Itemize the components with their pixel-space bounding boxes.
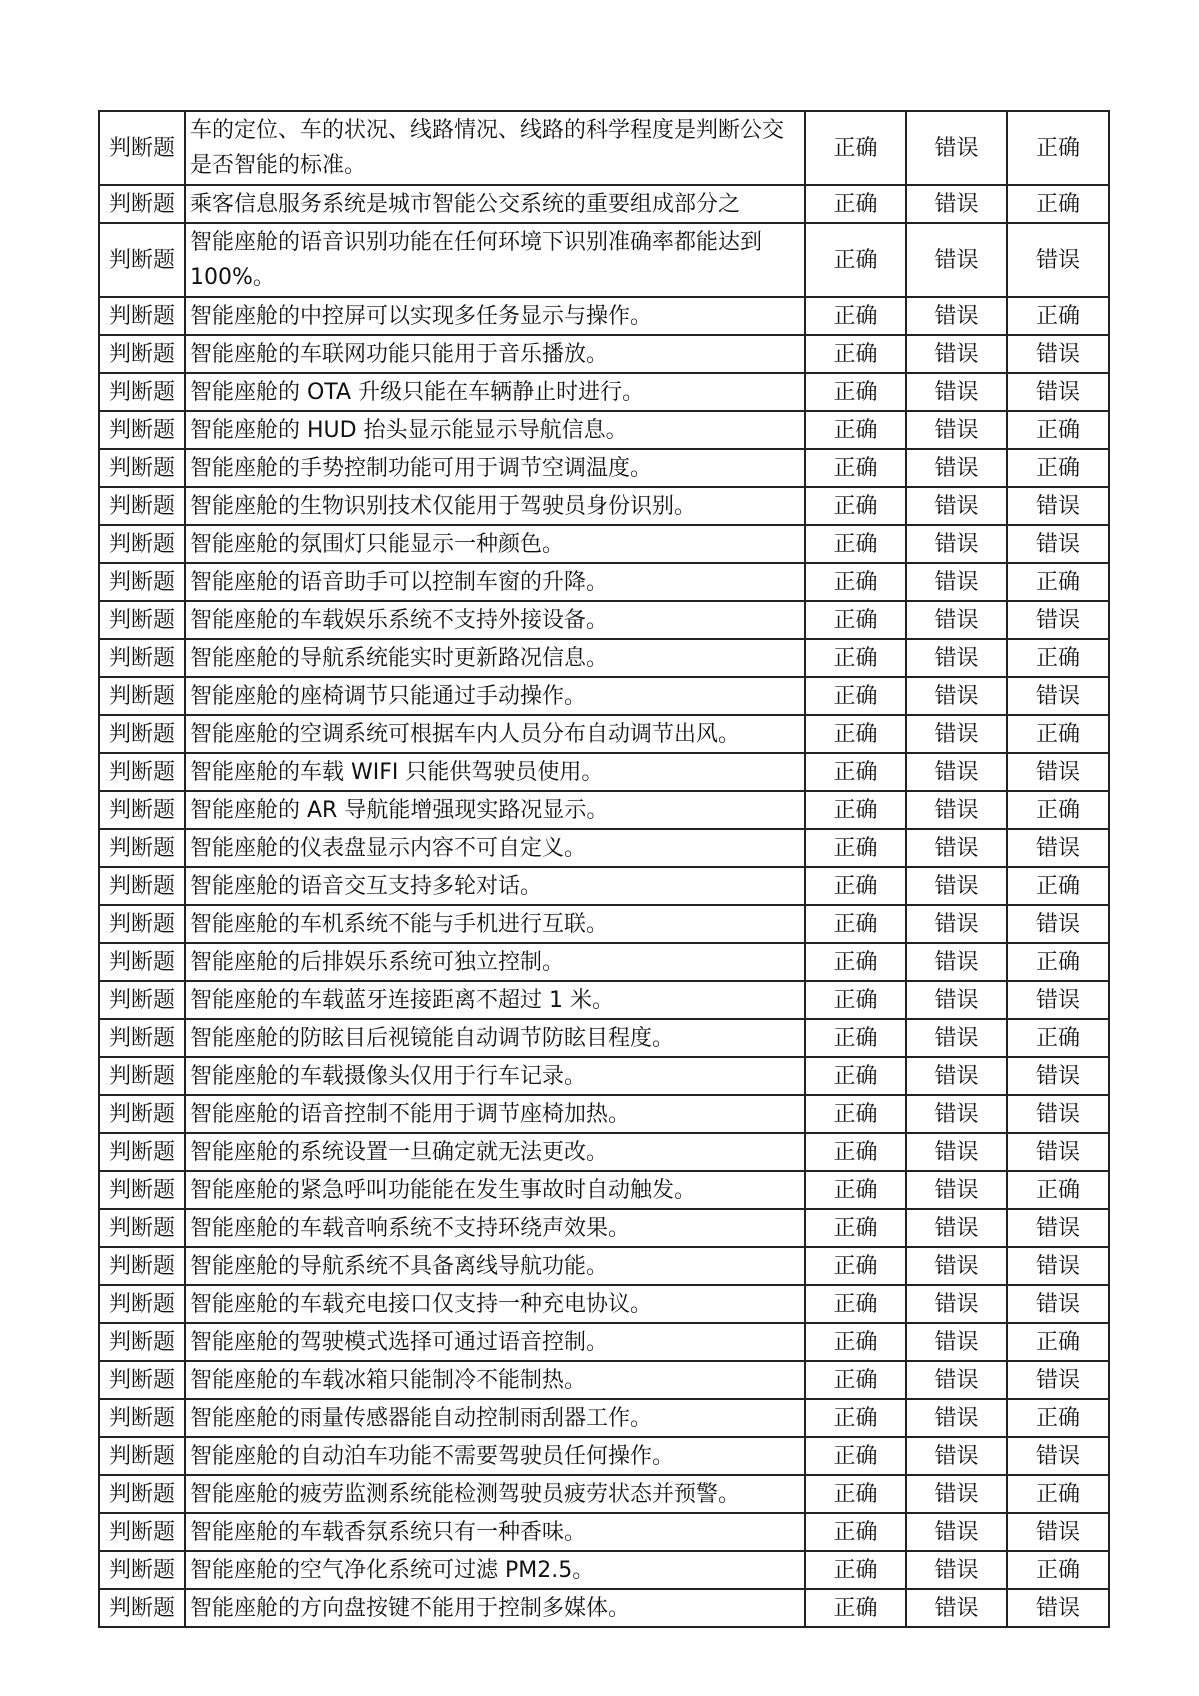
table-row: [99, 449, 1109, 487]
option-correct-cell: 正确: [805, 1437, 906, 1475]
option-correct-cell: 正确: [805, 1475, 906, 1513]
answer-cell: 错误: [1007, 601, 1109, 639]
option-wrong-cell: 错误: [906, 677, 1007, 715]
table-row: [99, 981, 1109, 1019]
answer-cell: 正确: [1007, 1323, 1109, 1361]
table-row: [99, 1019, 1109, 1057]
answer-cell: 错误: [1007, 1285, 1109, 1323]
table-row: [99, 1323, 1109, 1361]
option-correct-cell: 正确: [805, 1095, 906, 1133]
option-correct-cell: 正确: [805, 905, 906, 943]
table-row: [99, 639, 1109, 677]
option-wrong-cell: 错误: [906, 829, 1007, 867]
question-text-cell: 智能座舱的座椅调节只能通过手动操作。: [185, 677, 805, 715]
option-wrong-cell: 错误: [906, 905, 1007, 943]
option-correct-cell: 正确: [805, 1133, 906, 1171]
question-text-cell: 智能座舱的系统设置一旦确定就无法更改。: [185, 1133, 805, 1171]
table-row: [99, 1513, 1109, 1551]
answer-cell: 正确: [1007, 297, 1109, 335]
answer-cell: 正确: [1007, 639, 1109, 677]
question-text-cell: 智能座舱的驾驶模式选择可通过语音控制。: [185, 1323, 805, 1361]
table-row: [99, 411, 1109, 449]
option-correct-cell: 正确: [805, 753, 906, 791]
question-type-cell: 判断题: [99, 185, 185, 223]
question-text-cell: 智能座舱的疲劳监测系统能检测驾驶员疲劳状态并预警。: [185, 1475, 805, 1513]
question-text-cell: 智能座舱的生物识别技术仅能用于驾驶员身份识别。: [185, 487, 805, 525]
table-row: [99, 1057, 1109, 1095]
option-wrong-cell: 错误: [906, 867, 1007, 905]
question-text-cell: 智能座舱的导航系统能实时更新路况信息。: [185, 639, 805, 677]
answer-cell: 错误: [1007, 1057, 1109, 1095]
table-row: [99, 867, 1109, 905]
option-correct-cell: 正确: [805, 1247, 906, 1285]
option-wrong-cell: 错误: [906, 601, 1007, 639]
question-text-cell: 智能座舱的语音助手可以控制车窗的升降。: [185, 563, 805, 601]
question-text-cell: 智能座舱的方向盘按键不能用于控制多媒体。: [185, 1589, 805, 1627]
question-type-cell: 判断题: [99, 1361, 185, 1399]
option-wrong-cell: 错误: [906, 1057, 1007, 1095]
option-correct-cell: 正确: [805, 525, 906, 563]
table-row: [99, 753, 1109, 791]
answer-cell: 错误: [1007, 677, 1109, 715]
answer-cell: 错误: [1007, 1209, 1109, 1247]
option-correct-cell: 正确: [805, 111, 906, 185]
option-wrong-cell: 错误: [906, 1475, 1007, 1513]
question-text-cell: 智能座舱的空气净化系统可过滤 PM2.5。: [185, 1551, 805, 1589]
answer-cell: 正确: [1007, 943, 1109, 981]
option-wrong-cell: 错误: [906, 525, 1007, 563]
question-text-cell: 智能座舱的导航系统不具备离线导航功能。: [185, 1247, 805, 1285]
question-text-cell: 智能座舱的仪表盘显示内容不可自定义。: [185, 829, 805, 867]
question-type-cell: 判断题: [99, 943, 185, 981]
question-type-cell: 判断题: [99, 487, 185, 525]
table-row: [99, 829, 1109, 867]
answer-cell: 正确: [1007, 867, 1109, 905]
question-text-cell: 智能座舱的防眩目后视镜能自动调节防眩目程度。: [185, 1019, 805, 1057]
question-type-cell: 判断题: [99, 715, 185, 753]
table-row: [99, 715, 1109, 753]
option-wrong-cell: 错误: [906, 1399, 1007, 1437]
option-wrong-cell: 错误: [906, 297, 1007, 335]
question-text-cell: 智能座舱的车载蓝牙连接距离不超过 1 米。: [185, 981, 805, 1019]
option-correct-cell: 正确: [805, 563, 906, 601]
question-text-cell: 智能座舱的语音控制不能用于调节座椅加热。: [185, 1095, 805, 1133]
answer-cell: 错误: [1007, 1095, 1109, 1133]
question-text-cell: 车的定位、车的状况、线路情况、线路的科学程度是判断公交是否智能的标准。: [185, 111, 805, 185]
question-text-cell: 智能座舱的车载香氛系统只有一种香味。: [185, 1513, 805, 1551]
question-type-cell: 判断题: [99, 753, 185, 791]
option-correct-cell: 正确: [805, 1019, 906, 1057]
option-wrong-cell: 错误: [906, 791, 1007, 829]
option-correct-cell: 正确: [805, 829, 906, 867]
option-correct-cell: 正确: [805, 297, 906, 335]
option-wrong-cell: 错误: [906, 1133, 1007, 1171]
option-correct-cell: 正确: [805, 1057, 906, 1095]
option-correct-cell: 正确: [805, 1361, 906, 1399]
table-row: [99, 487, 1109, 525]
question-type-cell: 判断题: [99, 297, 185, 335]
option-correct-cell: 正确: [805, 1513, 906, 1551]
table-row: [99, 525, 1109, 563]
answer-cell: 错误: [1007, 1247, 1109, 1285]
question-type-cell: 判断题: [99, 525, 185, 563]
question-type-cell: 判断题: [99, 411, 185, 449]
option-wrong-cell: 错误: [906, 639, 1007, 677]
option-correct-cell: 正确: [805, 373, 906, 411]
option-wrong-cell: 错误: [906, 981, 1007, 1019]
option-correct-cell: 正确: [805, 943, 906, 981]
question-text-cell: 智能座舱的紧急呼叫功能能在发生事故时自动触发。: [185, 1171, 805, 1209]
option-wrong-cell: 错误: [906, 1019, 1007, 1057]
question-sheet: [98, 110, 1108, 1628]
option-wrong-cell: 错误: [906, 753, 1007, 791]
option-wrong-cell: 错误: [906, 1095, 1007, 1133]
question-text-cell: 智能座舱的车机系统不能与手机进行互联。: [185, 905, 805, 943]
table-row: [99, 1171, 1109, 1209]
answer-cell: 正确: [1007, 1475, 1109, 1513]
question-text-cell: 智能座舱的中控屏可以实现多任务显示与操作。: [185, 297, 805, 335]
option-wrong-cell: 错误: [906, 373, 1007, 411]
question-text-cell: 智能座舱的雨量传感器能自动控制雨刮器工作。: [185, 1399, 805, 1437]
option-wrong-cell: 错误: [906, 185, 1007, 223]
answer-cell: 错误: [1007, 753, 1109, 791]
table-row: [99, 1551, 1109, 1589]
answer-cell: 错误: [1007, 1361, 1109, 1399]
option-correct-cell: 正确: [805, 185, 906, 223]
table-row: [99, 223, 1109, 297]
option-wrong-cell: 错误: [906, 1513, 1007, 1551]
answer-cell: 正确: [1007, 1551, 1109, 1589]
question-text-cell: 智能座舱的 AR 导航能增强现实路况显示。: [185, 791, 805, 829]
question-type-cell: 判断题: [99, 223, 185, 297]
table-row: [99, 563, 1109, 601]
answer-cell: 正确: [1007, 111, 1109, 185]
question-type-cell: 判断题: [99, 335, 185, 373]
option-correct-cell: 正确: [805, 411, 906, 449]
table-row: [99, 1209, 1109, 1247]
question-type-cell: 判断题: [99, 867, 185, 905]
answer-cell: 正确: [1007, 1399, 1109, 1437]
table-row: [99, 1285, 1109, 1323]
question-type-cell: 判断题: [99, 1209, 185, 1247]
table-row: [99, 601, 1109, 639]
table-row: [99, 905, 1109, 943]
question-type-cell: 判断题: [99, 1247, 185, 1285]
question-type-cell: 判断题: [99, 791, 185, 829]
answer-cell: 正确: [1007, 715, 1109, 753]
option-wrong-cell: 错误: [906, 1323, 1007, 1361]
question-text-cell: 智能座舱的车载摄像头仅用于行车记录。: [185, 1057, 805, 1095]
question-type-cell: 判断题: [99, 563, 185, 601]
option-correct-cell: 正确: [805, 791, 906, 829]
option-wrong-cell: 错误: [906, 111, 1007, 185]
answer-cell: 错误: [1007, 487, 1109, 525]
question-text-cell: 智能座舱的车载音响系统不支持环绕声效果。: [185, 1209, 805, 1247]
table-row: [99, 111, 1109, 185]
answer-cell: 错误: [1007, 1437, 1109, 1475]
question-text-cell: 智能座舱的 OTA 升级只能在车辆静止时进行。: [185, 373, 805, 411]
answer-cell: 错误: [1007, 981, 1109, 1019]
question-text-cell: 智能座舱的车载 WIFI 只能供驾驶员使用。: [185, 753, 805, 791]
question-text-cell: 智能座舱的 HUD 抬头显示能显示导航信息。: [185, 411, 805, 449]
question-type-cell: 判断题: [99, 449, 185, 487]
answer-cell: 正确: [1007, 185, 1109, 223]
answer-cell: 错误: [1007, 829, 1109, 867]
question-type-cell: 判断题: [99, 1285, 185, 1323]
question-type-cell: 判断题: [99, 677, 185, 715]
option-wrong-cell: 错误: [906, 1285, 1007, 1323]
question-type-cell: 判断题: [99, 1551, 185, 1589]
option-correct-cell: 正确: [805, 1589, 906, 1627]
question-type-cell: 判断题: [99, 1171, 185, 1209]
question-type-cell: 判断题: [99, 1589, 185, 1627]
option-wrong-cell: 错误: [906, 1247, 1007, 1285]
answer-cell: 错误: [1007, 223, 1109, 297]
option-correct-cell: 正确: [805, 981, 906, 1019]
question-text-cell: 乘客信息服务系统是城市智能公交系统的重要组成部分之: [185, 185, 805, 223]
option-wrong-cell: 错误: [906, 715, 1007, 753]
table-row: [99, 335, 1109, 373]
option-correct-cell: 正确: [805, 639, 906, 677]
option-correct-cell: 正确: [805, 601, 906, 639]
table-row: [99, 1589, 1109, 1627]
table-row: [99, 297, 1109, 335]
option-correct-cell: 正确: [805, 715, 906, 753]
question-type-cell: 判断题: [99, 1095, 185, 1133]
option-wrong-cell: 错误: [906, 1437, 1007, 1475]
question-type-cell: 判断题: [99, 905, 185, 943]
option-correct-cell: 正确: [805, 1323, 906, 1361]
question-table-body: [99, 111, 1109, 1627]
table-row: [99, 373, 1109, 411]
table-row: [99, 1247, 1109, 1285]
question-text-cell: 智能座舱的车载充电接口仅支持一种充电协议。: [185, 1285, 805, 1323]
question-text-cell: 智能座舱的自动泊车功能不需要驾驶员任何操作。: [185, 1437, 805, 1475]
table-row: [99, 1095, 1109, 1133]
question-type-cell: 判断题: [99, 1019, 185, 1057]
question-type-cell: 判断题: [99, 981, 185, 1019]
option-correct-cell: 正确: [805, 449, 906, 487]
option-wrong-cell: 错误: [906, 223, 1007, 297]
question-text-cell: 智能座舱的语音识别功能在任何环境下识别准确率都能达到 100%。: [185, 223, 805, 297]
option-wrong-cell: 错误: [906, 1171, 1007, 1209]
option-wrong-cell: 错误: [906, 943, 1007, 981]
table-row: [99, 185, 1109, 223]
table-row: [99, 1437, 1109, 1475]
question-type-cell: 判断题: [99, 1475, 185, 1513]
question-text-cell: 智能座舱的氛围灯只能显示一种颜色。: [185, 525, 805, 563]
question-type-cell: 判断题: [99, 111, 185, 185]
option-correct-cell: 正确: [805, 487, 906, 525]
answer-cell: 正确: [1007, 1019, 1109, 1057]
table-row: [99, 1475, 1109, 1513]
question-type-cell: 判断题: [99, 601, 185, 639]
question-type-cell: 判断题: [99, 373, 185, 411]
question-text-cell: 智能座舱的后排娱乐系统可独立控制。: [185, 943, 805, 981]
option-correct-cell: 正确: [805, 1551, 906, 1589]
answer-cell: 错误: [1007, 905, 1109, 943]
option-correct-cell: 正确: [805, 1285, 906, 1323]
question-type-cell: 判断题: [99, 829, 185, 867]
answer-cell: 正确: [1007, 449, 1109, 487]
question-text-cell: 智能座舱的空调系统可根据车内人员分布自动调节出风。: [185, 715, 805, 753]
question-type-cell: 判断题: [99, 1399, 185, 1437]
question-text-cell: 智能座舱的车载冰箱只能制冷不能制热。: [185, 1361, 805, 1399]
option-correct-cell: 正确: [805, 867, 906, 905]
question-text-cell: 智能座舱的手势控制功能可用于调节空调温度。: [185, 449, 805, 487]
answer-cell: 错误: [1007, 1589, 1109, 1627]
option-correct-cell: 正确: [805, 677, 906, 715]
table-row: [99, 1361, 1109, 1399]
answer-cell: 错误: [1007, 525, 1109, 563]
option-wrong-cell: 错误: [906, 1361, 1007, 1399]
question-text-cell: 智能座舱的语音交互支持多轮对话。: [185, 867, 805, 905]
table-row: [99, 1399, 1109, 1437]
option-correct-cell: 正确: [805, 1171, 906, 1209]
question-type-cell: 判断题: [99, 1323, 185, 1361]
option-correct-cell: 正确: [805, 1209, 906, 1247]
answer-cell: 错误: [1007, 373, 1109, 411]
answer-cell: 正确: [1007, 563, 1109, 601]
question-type-cell: 判断题: [99, 1133, 185, 1171]
option-wrong-cell: 错误: [906, 1209, 1007, 1247]
option-wrong-cell: 错误: [906, 1551, 1007, 1589]
option-correct-cell: 正确: [805, 1399, 906, 1437]
answer-cell: 正确: [1007, 1171, 1109, 1209]
answer-cell: 错误: [1007, 1513, 1109, 1551]
question-type-cell: 判断题: [99, 1437, 185, 1475]
table-row: [99, 1133, 1109, 1171]
answer-cell: 正确: [1007, 791, 1109, 829]
answer-cell: 错误: [1007, 1133, 1109, 1171]
option-wrong-cell: 错误: [906, 1589, 1007, 1627]
question-type-cell: 判断题: [99, 1057, 185, 1095]
option-wrong-cell: 错误: [906, 449, 1007, 487]
option-wrong-cell: 错误: [906, 335, 1007, 373]
option-wrong-cell: 错误: [906, 411, 1007, 449]
question-type-cell: 判断题: [99, 639, 185, 677]
option-wrong-cell: 错误: [906, 563, 1007, 601]
question-text-cell: 智能座舱的车载娱乐系统不支持外接设备。: [185, 601, 805, 639]
table-row: [99, 677, 1109, 715]
question-table: [98, 110, 1110, 1628]
answer-cell: 错误: [1007, 335, 1109, 373]
option-correct-cell: 正确: [805, 223, 906, 297]
table-row: [99, 791, 1109, 829]
table-row: [99, 943, 1109, 981]
question-type-cell: 判断题: [99, 1513, 185, 1551]
question-text-cell: 智能座舱的车联网功能只能用于音乐播放。: [185, 335, 805, 373]
option-wrong-cell: 错误: [906, 487, 1007, 525]
option-correct-cell: 正确: [805, 335, 906, 373]
answer-cell: 正确: [1007, 411, 1109, 449]
